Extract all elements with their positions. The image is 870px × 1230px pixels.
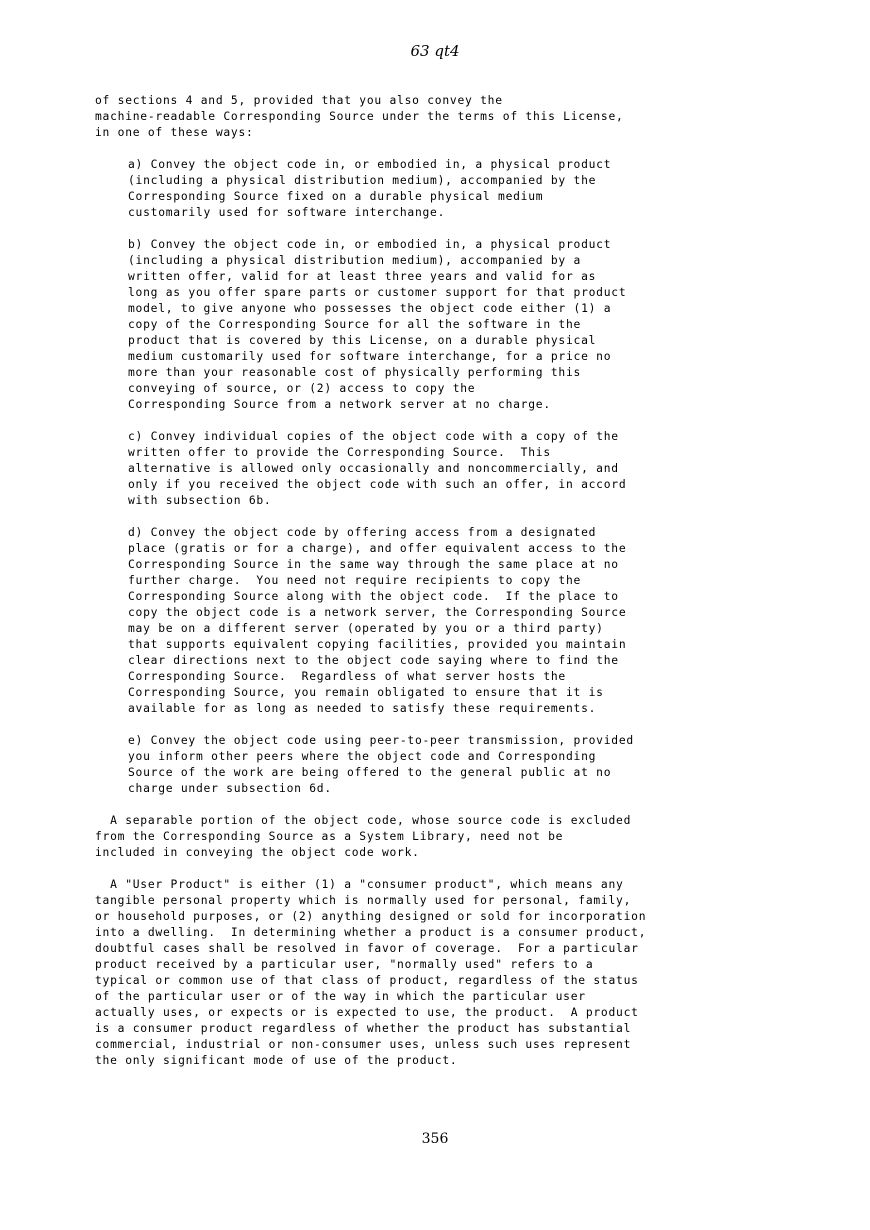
- paragraph-option-d: d) Convey the object code by offering access from a designated place (gratis or for a charge), and offer equivalent access to the Corresponding Source in the same way through the same place at no further charge. You need not require recipients to copy the Corresponding Source along with the object code. If the place to copy the object code is a network server, the Corresponding Source may be on a different server (operated by you or a third party) that supports equivalent copying facilities, provided you maintain clear directions next to the object code saying where to find the Corresponding Source. Regardless of what server hosts the Corresponding Source, you remain obligated to ensure that it is available for as long as needed to satisfy these requirements.: [128, 526, 627, 715]
- paragraph-conveying-intro: of sections 4 and 5, provided that you also convey the machine-readable Corresponding Source under the terms of this License, in one of these ways:: [95, 94, 624, 139]
- license-text-body: [95, 93, 835, 1085]
- running-header: 63 qt4: [410, 42, 460, 60]
- paragraph-option-e: e) Convey the object code using peer-to-peer transmission, provided you inform other peers where the object code and Corresponding Source of the work are being offered to the general public at no charge under subsection 6d.: [128, 734, 634, 795]
- paragraph-user-product: A "User Product" is either (1) a "consumer product", which means any tangible personal property which is normally used for personal, family, or household purposes, or (2) anything designed or sold for incorporation into a dwelling. In determining whether a product is a consumer product, doubtful cases shall be resolved in favor of coverage. For a particular product received by a particular user, "normally used" refers to a typical or common use of that class of product, regardless of the status of the particular user or of the way in which the particular user actually uses, or expects or is expected to use, the product. A product is a consumer product regardless of whether the product has substantial commercial, industrial or non-consumer uses, unless such uses represent the only significant mode of use of the product.: [95, 878, 647, 1067]
- paragraph-option-c: c) Convey individual copies of the object code with a copy of the written offer to provide the Corresponding Source. This alternative is allowed only occasionally and noncommercially, and only if you received the object code with such an offer, in accord with subsection 6b.: [128, 430, 627, 507]
- paragraph-option-a: a) Convey the object code in, or embodied in, a physical product (including a physical distribution medium), accompanied by the Corresponding Source fixed on a durable physical medium customarily used for software interchange.: [128, 158, 612, 219]
- page-number: 356: [421, 1131, 449, 1147]
- paragraph-system-library: A separable portion of the object code, whose source code is excluded from the Corresponding Source as a System Library, need not be included in conveying the object code work.: [95, 814, 632, 859]
- paragraph-option-b: b) Convey the object code in, or embodied in, a physical product (including a physical distribution medium), accompanied by a written offer, valid for at least three years and valid for as long as you offer spare parts or customer support for that product model, to give anyone who possesses the object code either (1) a copy of the Corresponding Source for all the software in the product that is covered by this License, on a durable physical medium customarily used for software interchange, for a price no more than your reasonable cost of physically performing this conveying of source, or (2) access to copy the Corresponding Source from a network server at no charge.: [128, 238, 627, 411]
